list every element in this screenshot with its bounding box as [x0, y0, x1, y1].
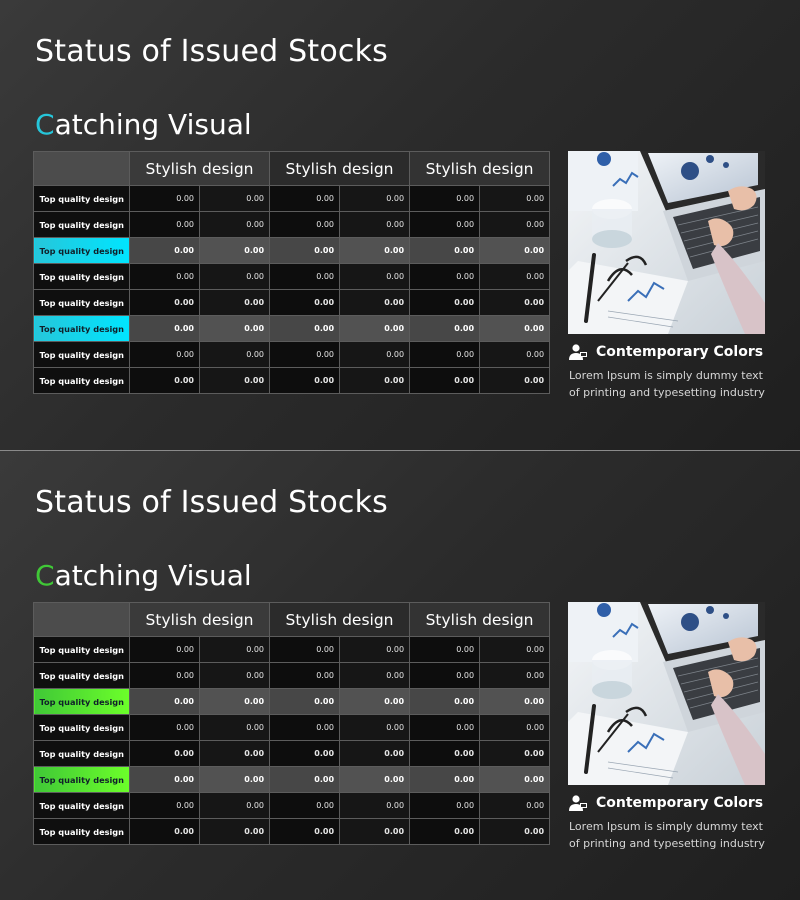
table-cell: 0.00 [480, 290, 550, 316]
table-cell: 0.00 [200, 186, 270, 212]
table-row [34, 767, 550, 793]
table-cell: 0.00 [410, 715, 480, 741]
table-cell: 0.00 [270, 767, 340, 793]
table-cell: 0.00 [200, 290, 270, 316]
table-cell: 0.00 [200, 368, 270, 394]
table-cell: 0.00 [340, 715, 410, 741]
table-cell: 0.00 [130, 264, 200, 290]
table-row [34, 368, 550, 394]
table-cell: 0.00 [200, 715, 270, 741]
row-label: Top quality design [34, 316, 130, 342]
table-cell: 0.00 [480, 767, 550, 793]
stock-table [33, 151, 550, 394]
row-label: Top quality design [34, 819, 130, 845]
table-cell: 0.00 [410, 793, 480, 819]
table-row [34, 793, 550, 819]
row-label: Top quality design [34, 212, 130, 238]
table-cell: 0.00 [340, 689, 410, 715]
table-cell: 0.00 [410, 368, 480, 394]
header-corner [34, 603, 130, 637]
table-cell: 0.00 [340, 793, 410, 819]
laptop-photo-illustration [568, 602, 765, 785]
table-cell: 0.00 [340, 316, 410, 342]
table-cell: 0.00 [200, 793, 270, 819]
row-label: Top quality design [34, 663, 130, 689]
slide-subtitle [35, 108, 252, 141]
table-cell: 0.00 [270, 316, 340, 342]
table-cell: 0.00 [480, 793, 550, 819]
table-cell: 0.00 [130, 819, 200, 845]
table-header-row [34, 152, 550, 186]
table-cell: 0.00 [480, 342, 550, 368]
table-cell: 0.00 [200, 316, 270, 342]
table-cell: 0.00 [340, 663, 410, 689]
table-cell: 0.00 [340, 290, 410, 316]
laptop-photo [568, 151, 765, 334]
person-presenting-icon [568, 794, 588, 812]
table-cell: 0.00 [200, 342, 270, 368]
table-cell: 0.00 [130, 793, 200, 819]
column-header: Stylish design [270, 603, 410, 637]
table-cell: 0.00 [200, 238, 270, 264]
table-cell: 0.00 [340, 238, 410, 264]
table-cell: 0.00 [410, 663, 480, 689]
table-row [34, 316, 550, 342]
table-cell: 0.00 [270, 186, 340, 212]
table-cell: 0.00 [200, 212, 270, 238]
caption-title: Contemporary Colors [596, 795, 764, 811]
header-corner [34, 152, 130, 186]
table-cell: 0.00 [130, 212, 200, 238]
table-cell: 0.00 [410, 342, 480, 368]
table-cell: 0.00 [200, 637, 270, 663]
table-cell: 0.00 [130, 186, 200, 212]
table-cell: 0.00 [480, 637, 550, 663]
slide [0, 451, 800, 900]
row-label: Top quality design [34, 186, 130, 212]
table-cell: 0.00 [410, 238, 480, 264]
table-cell: 0.00 [130, 637, 200, 663]
table-cell: 0.00 [410, 637, 480, 663]
table-row [34, 689, 550, 715]
laptop-photo-illustration [568, 151, 765, 334]
table-cell: 0.00 [480, 368, 550, 394]
table-cell: 0.00 [200, 819, 270, 845]
subtitle-rest: atching Visual [54, 108, 252, 141]
table-cell: 0.00 [270, 663, 340, 689]
table-cell: 0.00 [340, 741, 410, 767]
row-label: Top quality design [34, 342, 130, 368]
table-row [34, 238, 550, 264]
table-cell: 0.00 [130, 342, 200, 368]
row-label: Top quality design [34, 715, 130, 741]
table-row [34, 637, 550, 663]
table-cell: 0.00 [410, 290, 480, 316]
caption-row [568, 794, 763, 812]
table-cell: 0.00 [480, 715, 550, 741]
caption-title: Contemporary Colors [596, 344, 764, 360]
table-row [34, 290, 550, 316]
row-label: Top quality design [34, 637, 130, 663]
table-cell: 0.00 [410, 767, 480, 793]
table-cell: 0.00 [480, 819, 550, 845]
table-cell: 0.00 [410, 186, 480, 212]
table-cell: 0.00 [270, 290, 340, 316]
table-cell: 0.00 [340, 342, 410, 368]
table-cell: 0.00 [480, 238, 550, 264]
table-cell: 0.00 [200, 741, 270, 767]
column-header: Stylish design [410, 603, 550, 637]
row-label: Top quality design [34, 741, 130, 767]
table-cell: 0.00 [410, 212, 480, 238]
table-cell: 0.00 [130, 290, 200, 316]
table-cell: 0.00 [410, 689, 480, 715]
laptop-photo [568, 602, 765, 785]
row-label: Top quality design [34, 689, 130, 715]
column-header: Stylish design [270, 152, 410, 186]
table-row [34, 819, 550, 845]
slide-title: Status of Issued Stocks [35, 485, 388, 520]
row-label: Top quality design [34, 264, 130, 290]
table-cell: 0.00 [130, 316, 200, 342]
table-cell: 0.00 [340, 368, 410, 394]
table-cell: 0.00 [200, 689, 270, 715]
table-cell: 0.00 [340, 767, 410, 793]
table-row [34, 212, 550, 238]
table-cell: 0.00 [270, 819, 340, 845]
table-cell: 0.00 [270, 715, 340, 741]
table-cell: 0.00 [480, 741, 550, 767]
table-cell: 0.00 [480, 663, 550, 689]
table-cell: 0.00 [270, 793, 340, 819]
table-cell: 0.00 [480, 264, 550, 290]
subtitle-accent-letter: C [35, 559, 55, 592]
table-cell: 0.00 [270, 741, 340, 767]
column-header: Stylish design [130, 152, 270, 186]
subtitle-accent-letter: C [35, 108, 55, 141]
row-label: Top quality design [34, 767, 130, 793]
table-cell: 0.00 [480, 186, 550, 212]
row-label: Top quality design [34, 238, 130, 264]
row-label: Top quality design [34, 793, 130, 819]
table-cell: 0.00 [200, 264, 270, 290]
table-cell: 0.00 [480, 689, 550, 715]
table-cell: 0.00 [200, 767, 270, 793]
table-cell: 0.00 [410, 316, 480, 342]
table-cell: 0.00 [270, 238, 340, 264]
table-cell: 0.00 [340, 212, 410, 238]
table-cell: 0.00 [130, 767, 200, 793]
slide-subtitle [35, 559, 252, 592]
table-cell: 0.00 [340, 637, 410, 663]
table-cell: 0.00 [200, 663, 270, 689]
table-row [34, 264, 550, 290]
table-cell: 0.00 [130, 368, 200, 394]
person-presenting-icon [568, 343, 588, 361]
table-cell: 0.00 [410, 264, 480, 290]
table-row [34, 186, 550, 212]
table-row [34, 715, 550, 741]
table-cell: 0.00 [270, 689, 340, 715]
table-cell: 0.00 [130, 689, 200, 715]
table-cell: 0.00 [480, 212, 550, 238]
table-cell: 0.00 [480, 316, 550, 342]
table-cell: 0.00 [340, 264, 410, 290]
row-label: Top quality design [34, 368, 130, 394]
slide-title: Status of Issued Stocks [35, 34, 388, 69]
table-cell: 0.00 [270, 264, 340, 290]
caption-text: Lorem Ipsum is simply dummy text of printing and typesetting industry [569, 369, 765, 399]
column-header: Stylish design [410, 152, 550, 186]
row-label: Top quality design [34, 290, 130, 316]
table-cell: 0.00 [130, 715, 200, 741]
table-row [34, 741, 550, 767]
table-cell: 0.00 [410, 741, 480, 767]
table-cell: 0.00 [270, 637, 340, 663]
column-header: Stylish design [130, 603, 270, 637]
caption-text: Lorem Ipsum is simply dummy text of printing and typesetting industry [569, 820, 765, 850]
table-cell: 0.00 [270, 342, 340, 368]
table-header-row [34, 603, 550, 637]
table-cell: 0.00 [130, 238, 200, 264]
table-cell: 0.00 [410, 819, 480, 845]
table-cell: 0.00 [340, 819, 410, 845]
table-row [34, 342, 550, 368]
stock-table [33, 602, 550, 845]
table-cell: 0.00 [130, 741, 200, 767]
table-cell: 0.00 [130, 663, 200, 689]
table-row [34, 663, 550, 689]
table-cell: 0.00 [270, 368, 340, 394]
table-cell: 0.00 [340, 186, 410, 212]
table-cell: 0.00 [270, 212, 340, 238]
subtitle-rest: atching Visual [54, 559, 252, 592]
caption-row [568, 343, 763, 361]
